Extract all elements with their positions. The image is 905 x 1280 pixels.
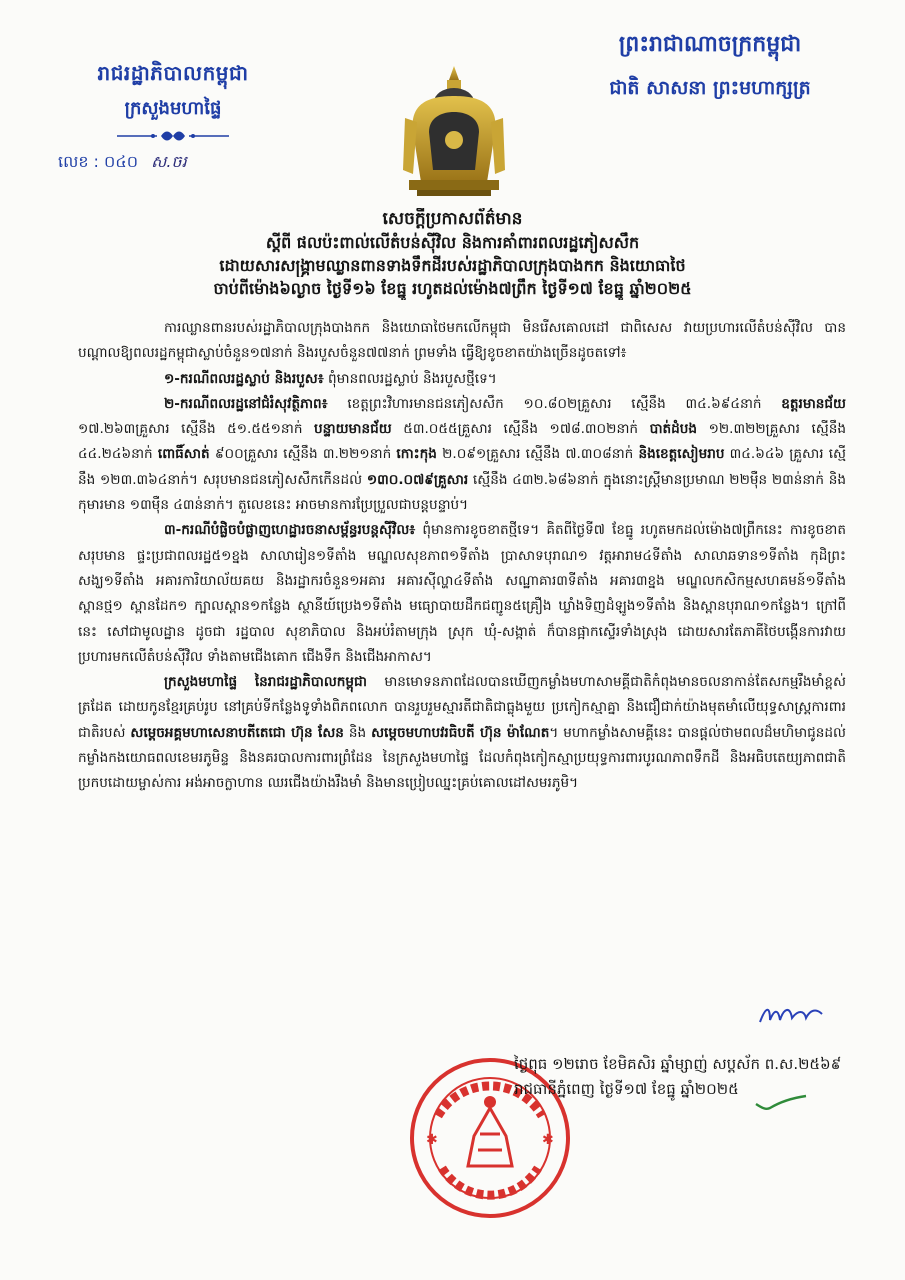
- intro-paragraph: ការឈ្លានពានរបស់រដ្ឋាភិបាលក្រុងបាងកក និងយោធាថៃមកលើកម្ពុជា មិនរើសគោលដៅ ជាពិសេស វាយប្រហារលើតំបន់ស៊ីវិល បានបណ្ដាលឱ្យពលរដ្ឋកម្ពុជាស្លាប់ចំនួន១៧នាក់ និងរបួសចំនួន៧៧នាក់ ព្រមទាំង ធ្វើឱ្យខូចខាតយ៉ាងច្រើនដូចតទៅ៖: [78, 320, 846, 362]
- reference-number: [58, 151, 288, 175]
- title-line-3: ដោយសារសង្គ្រាមឈ្លានពានទាងទឹកដីរបស់រដ្ឋាភិបាលក្រុងបាងកក និងយោធាថៃ: [219, 256, 686, 275]
- title-line-4: ចាប់ពីម៉ោង៦ល្ងាច ថ្ងៃទី១៦ ខែធ្នូ រហូតដល់ម៉ោង៧ព្រឹក ថ្ងៃទី១៧ ខែធ្នូ ឆ្នាំ២០២៥: [213, 279, 692, 298]
- closing-text: ។ មហាកម្លាំងសាមគ្គីនេះ បានផ្ដល់ថាមពលដ៏មហិមាជូនដល់កម្លាំងកងយោធពលខេមរភូមិន្ទ និងនគរបាលការពារព្រំដែន នៃក្រសួងមហាផ្ទៃ ដែលកំពុងកៀកស្មាប្រយុទ្ធការពារបូរណភាពទឹកដី និងអធិបតេយ្យភាពជាតិ ប្រកបដោយម្ចាស់ការ អង់អាចក្លាហាន ឈរជើងយ៉ាងរឹងមាំ និងមានប្រៀបឈ្នះគ្រប់គោលដៅសមរភូមិ។: [78, 724, 847, 792]
- section-3-text: ពុំមានការខូចខាតថ្មីទេ។ គិតពីថ្ងៃទី៧ ខែធ្នូ រហូតមកដល់ម៉ោង៧ព្រឹកនេះ ការខូចខាតសរុបមាន ផ្ទះប្រជាពលរដ្ឋ៥១ខ្នង សាលារៀន១ទីតាំង មណ្ឌលសុខភាព១ទីតាំង ប្រាសាទបុរាណ១ វត្តអារាម៤ទីតាំង សាលាឆទាន១ទីតាំង កុដិព្រះសង្ឃ១ទីតាំង អគារការិយាល័យគយ និងរដ្ឋាករចំនួន១អគារ អគារស៊ីល្ហា៤ទីតាំង សណ្ឋាគារ៣ទីតាំង អគារ៣ខ្នង មណ្ឌលកសិកម្មសហគមន៍១ទីតាំង ស្ពានថ្ម១ ស្ពានដែក១ ក្បាលស្ពាន១កន្លែង ស្ថានីយ៍ប្រេង១ទីតាំង មធ្យោបាយដឹកជញ្ជូន៥គ្រឿង ឃ្លាំងទិញដំឡូង១ទីតាំង និងស្ពានបុរាណ១កន្លែង។ ក្រៅពីនេះ សៅជាមូលដ្ឋាន ដូចជា រដ្ឋបាល សុខាភិបាល និងអប់រំតាមក្រុង ស្រុក ឃុំ-សង្កាត់ ក៏បានផ្អាកស្ទើរទាំងស្រុង ដោយសារតែភាគីថៃបង្កើនការវាយប្រហារមកលើតំបន់ស៊ីវិល ទាំងតាមជើងគោក ជើងទឹក និងជើងអាកាស។: [78, 522, 846, 665]
- total-families: ១៣០.០៧៩គ្រួសារ: [366, 471, 469, 488]
- closing-text: និង: [343, 724, 372, 741]
- reference-code: ស.ចរ: [151, 152, 187, 171]
- section-3-heading: ៣-ករណីបំផ្លិចបំផ្លាញហេដ្ឋារចនាសម្ព័ន្ធរបន្តស៊ីវិល៖: [164, 522, 416, 539]
- ministry-name: ក្រសួងមហាផ្ទៃ: [124, 98, 222, 119]
- section-2-text: ២.០៩១គ្រួសារ ស្មើនឹង ៧.៣០៨នាក់: [436, 446, 639, 463]
- section-2-text: ៥៣.០៥៥គ្រួសារ ស្មើនឹង ១៧៨.៣០២នាក់: [391, 421, 650, 438]
- document-title: [90, 208, 815, 300]
- section-2-text: ៣៤.៦៤៦ គ្រួសារ ស្មើនឹង ១២៣.៣៦៤នាក់។ សរុបមានជនភៀសសឹកកើនដល់: [78, 446, 846, 488]
- signature-initial-icon: [756, 1000, 826, 1030]
- royal-emblem-icon: [395, 62, 513, 200]
- header-right: [555, 30, 865, 104]
- ministry-statement-heading: ក្រសួងមហាផ្ទៃ នៃរាជរដ្ឋាភិបាលកម្ពុជា: [164, 674, 368, 691]
- section-2-heading: ២-ករណីពលរដ្ឋនៅជំរំសុវត្ថិភាព៖: [164, 395, 328, 412]
- ornament-divider-icon: [113, 129, 233, 143]
- svg-text:✱: ✱: [426, 1132, 438, 1148]
- section-1-text: ពុំមានពលរដ្ឋស្លាប់ និងរបួសថ្មីទេ។: [323, 370, 497, 387]
- kingdom-name: ព្រះរាជាណាចក្រកម្ពុជា: [618, 32, 802, 57]
- section-2-text: ស្មើនឹង ៤៣២.៦៨៦នាក់ ក្នុងនោះស្ត្រីមានប្រមាណ ២២ម៉ឺន ២៣ន់នាក់ និងកុមារមាន ១៣ម៉ឺន ៤៣ន់នាក់។ តួលេខនេះ អាចមានការប្រែប្រួលជាបន្តបន្ទាប់។: [78, 471, 847, 514]
- national-motto: ជាតិ សាសនា ព្រះមហាក្សត្រ: [609, 77, 811, 99]
- province-name: និងខេត្តសៀមរាប: [638, 446, 725, 463]
- section-2-text: ខេត្តព្រះវិហារមានជនភៀសសឹក ១០.៨០២គ្រួសារ ស្មើនឹង ៣៤.៦៩៤នាក់: [327, 395, 782, 412]
- title-line-2: ស្ដីពី ផលប៉ះពាល់លើតំបន់ស៊ីវិល និងការគាំពារពលរដ្ឋភៀសសឹក: [265, 233, 640, 252]
- title-line-1: សេចក្ដីប្រកាសព័ត៌មាន: [382, 209, 523, 229]
- government-name: រាជរដ្ឋាភិបាលកម្ពុជា: [97, 61, 249, 85]
- section-2-text: ១៧.២៦៣គ្រួសារ ស្មើនឹង ៥១.៥៥១នាក់: [78, 421, 315, 438]
- closing-paragraph: [78, 670, 846, 796]
- document-body: [78, 316, 846, 797]
- province-name: កោះកុង: [396, 446, 437, 463]
- leader-name: សម្ដេចមហាបវរធិបតី ហ៊ុន ម៉ាណែត: [371, 724, 550, 741]
- signature-tick-icon: [752, 1090, 810, 1114]
- section-2-text: ១២.៣២២គ្រួសារ ស្មើនឹង ៤៤.២៤៦នាក់: [78, 421, 846, 463]
- closing-text: មានមោទនភាពដែលបានឃើញកម្លាំងមហាសាមគ្គីជាតិកំពុងមានចលនាកាន់តែសកម្មរឹងមាំខ្ពស់ត្រដែត ដោយកូនខ្មែរគ្រប់រូប នៅគ្រប់ទីកន្លែងទូទាំងពិភពលោក បានរួបរួមស្មារតីជាតិជាធ្លុងមួយ ប្រកៀកស្មាគ្នា និងជឿជាក់យ៉ាងមុតមាំលើយុទ្ធសាស្ត្រការពារជាតិរបស់: [78, 674, 846, 741]
- lunar-date: ថ្ងៃពុធ ១២រោច ខែមិគសិរ ឆ្នាំម្សាញ់ សប្តស័ក ព.ស.២៥៦៩: [514, 1055, 842, 1073]
- section-3: [78, 518, 846, 670]
- section-1: [78, 367, 846, 392]
- section-2-text: ៩០០គ្រួសារ ស្មើនឹង ៣.២២១នាក់: [209, 446, 397, 463]
- province-name: ពោធិ៍សាត់: [157, 446, 210, 463]
- leader-name: សម្ដេចអគ្គមហាសេនាបតីតេជោ ហ៊ុន សែន: [130, 724, 344, 741]
- header-left: [58, 60, 288, 175]
- province-name: បន្ទាយមានជ័យ: [314, 421, 392, 438]
- section-2: [78, 392, 846, 518]
- province-name: បាត់ដំបង: [649, 421, 698, 438]
- reference-label: លេខ : ០៤០: [58, 152, 139, 171]
- province-name: ឧត្ដរមានជ័យ: [781, 395, 846, 412]
- solar-date: រាជធានីភ្នំពេញ ថ្ងៃទី១៧ ខែធ្នូ ឆ្នាំ២០២៥: [514, 1080, 739, 1098]
- svg-text:✱: ✱: [542, 1132, 554, 1148]
- section-1-heading: ១-ករណីពលរដ្ឋស្លាប់ និងរបួស៖: [164, 370, 324, 387]
